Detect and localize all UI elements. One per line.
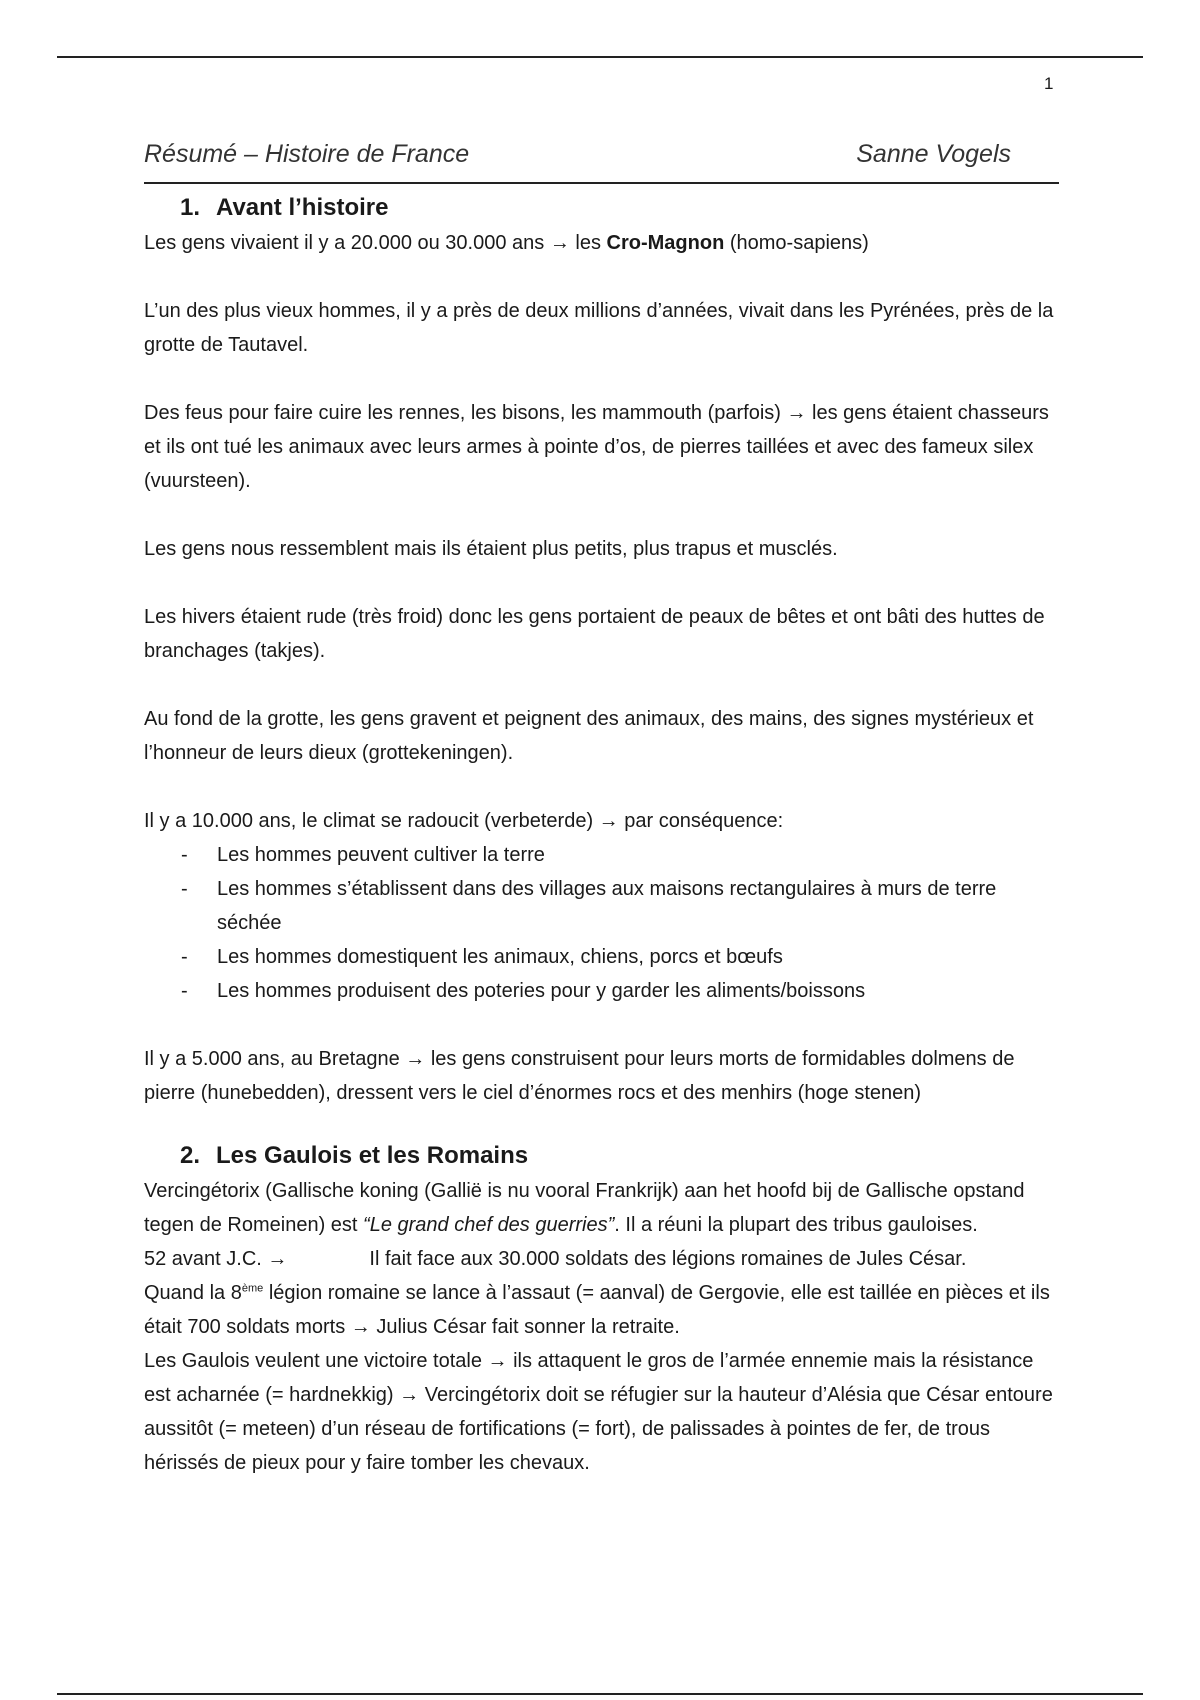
paragraph: Les gens nous ressemblent mais ils étaient plus petits, plus trapus et musclés. (144, 538, 838, 560)
page-number: 1 (1044, 74, 1054, 93)
consequence-list (144, 838, 1059, 1008)
paragraph: Les hivers étaient rude (très froid) donc les gens portaient de peaux de bêtes et ont bâti des huttes de branchages (takjes). (144, 606, 1045, 662)
section-heading-1: 1. Avant l’histoire (180, 194, 389, 221)
list-item: - Les hommes s’établissent dans des villages aux maisons rectangulaires à murs de terre séchée (144, 872, 1059, 940)
paragraph: Les gens vivaient il y a 20.000 ou 30.000 ans → les Cro-Magnon (homo-sapiens) (144, 232, 869, 254)
paragraph: Au fond de la grotte, les gens gravent et peignent des animaux, des mains, des signes mystérieux et l’honneur de leurs dieux (grottekeningen). (144, 708, 1034, 764)
paragraph: Il y a 10.000 ans, le climat se radoucit (verbeterde) → par conséquence: (144, 810, 784, 832)
document-body (144, 140, 1059, 1480)
paragraph: Les Gaulois veulent une victoire totale → ils attaquent le gros de l’armée ennemie mais la résistance est acharnée (= hardnekkig) → Vercingétorix doit se réfugier sur la hauteur d’Alésia que César entoure aussitôt (= meteen) d’un réseau de fortifications (= fort), de palissades à pointes de fer, de trous hérissés de pieux pour y faire tomber les chevaux. (144, 1350, 1053, 1474)
paragraph: Vercingétorix (Gallische koning (Gallië is nu vooral Frankrijk) aan het hoofd bij de Gallische opstand tegen de Romeinen) est “Le grand chef des guerries”. Il a réuni la plupart des tribus gauloises. (144, 1180, 1025, 1236)
list-item: - Les hommes peuvent cultiver la terre (144, 838, 1059, 872)
paragraph: L’un des plus vieux hommes, il y a près de deux millions d’années, vivait dans les Pyrénées, près de la grotte de Tautavel. (144, 300, 1054, 356)
paragraph: Des feus pour faire cuire les rennes, les bisons, les mammouth (parfois) → les gens étaient chasseurs et ils ont tué les animaux avec leurs armes à pointe d’os, de pierres taillées et avec des fameux silex (vuursteen). (144, 402, 1049, 492)
section-heading-2: 2. Les Gaulois et les Romains (180, 1142, 529, 1169)
paragraph: Quand la 8ème légion romaine se lance à l’assaut (= aanval) de Gergovie, elle est taillée en pièces et ils était 700 soldats morts → Julius César fait sonner la retraite. (144, 1282, 1050, 1338)
paragraph: Il y a 5.000 ans, au Bretagne → les gens construisent pour leurs morts de formidables dolmens de pierre (hunebedden), dressent vers le ciel d’énormes rocs et des menhirs (hoge stenen) (144, 1048, 1015, 1104)
paragraph: 52 avant J.C. → Il fait face aux 30.000 soldats des légions romaines de Jules César. (144, 1248, 967, 1270)
document-title: Résumé – Histoire de France (144, 140, 470, 168)
list-item: - Les hommes produisent des poteries pour y garder les aliments/boissons (144, 974, 1059, 1008)
document-author: Sanne Vogels (856, 140, 1011, 168)
page-top-rule (57, 56, 1143, 58)
document-header (144, 140, 1059, 184)
page-bottom-rule (57, 1693, 1143, 1695)
list-item: - Les hommes domestiquent les animaux, chiens, porcs et bœufs (144, 940, 1059, 974)
